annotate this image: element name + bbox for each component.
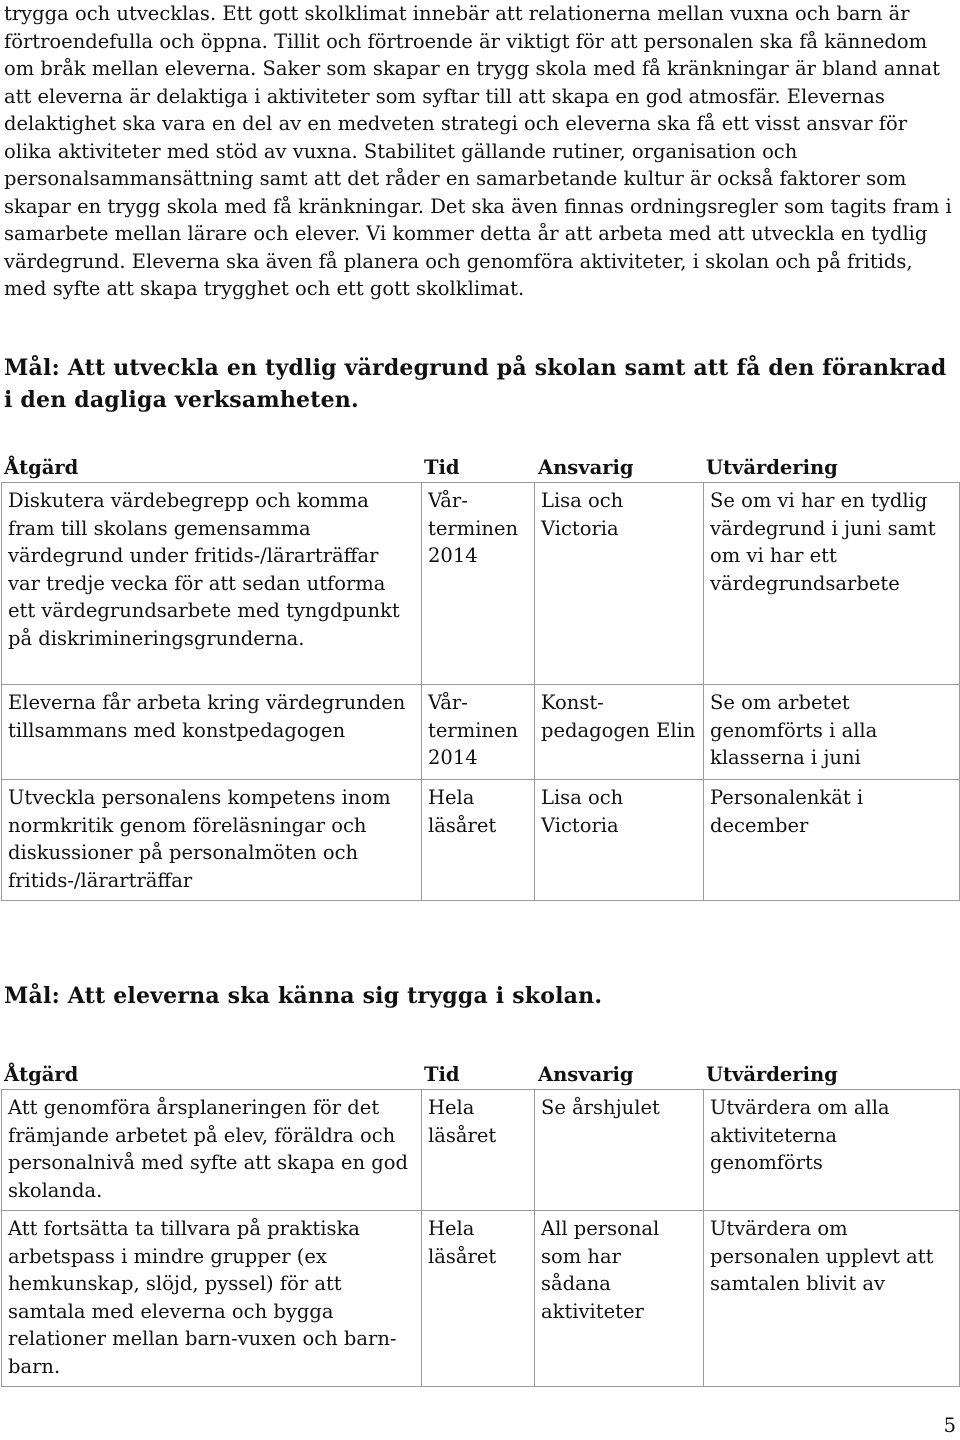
column-header-tid: Tid bbox=[424, 456, 460, 479]
action-table-1 bbox=[1, 482, 960, 901]
cell-utvardering: Utvärdera om alla aktiviteterna genomförts bbox=[704, 1090, 960, 1211]
cell-atgard: Att genomföra årsplaneringen för det främjande arbetet på elev, föräldra och personalnivå med syfte att skapa en god skolanda. bbox=[2, 1090, 422, 1211]
column-header-ansvarig: Ansvarig bbox=[538, 456, 634, 479]
cell-ansvarig: All personal som har sådana aktiviteter bbox=[535, 1211, 704, 1387]
cell-atgard: Att fortsätta ta tillvara på praktiska arbetspass i mindre grupper (ex hemkunskap, slöjd, pyssel) för att samtala med eleverna och bygga relationer mellan barn-vuxen och barn-barn. bbox=[2, 1211, 422, 1387]
cell-atgard: Utveckla personalens kompetens inom normkritik genom föreläsningar och diskussioner på personalmöten och fritids-/lärarträffar bbox=[2, 780, 422, 901]
cell-tid: Hela läsåret bbox=[422, 780, 535, 901]
table-row bbox=[2, 1090, 960, 1211]
cell-utvardering: Personalenkät i december bbox=[704, 780, 960, 901]
cell-utvardering: Se om vi har en tydlig värdegrund i juni samt om vi har ett värdegrundsarbete bbox=[704, 483, 960, 685]
cell-tid: Hela läsåret bbox=[422, 1211, 535, 1387]
column-header-utvardering: Utvärdering bbox=[706, 456, 838, 479]
column-header-ansvarig: Ansvarig bbox=[538, 1063, 634, 1086]
cell-tid: Vår-terminen 2014 bbox=[422, 685, 535, 780]
goal-heading-1: Mål: Att utveckla en tydlig värdegrund på skolan samt att få den förankrad i den dagliga verksamheten. bbox=[4, 355, 947, 413]
cell-ansvarig: Lisa och Victoria bbox=[535, 780, 704, 901]
cell-tid: Hela läsåret bbox=[422, 1090, 535, 1211]
cell-utvardering: Utvärdera om personalen upplevt att samtalen blivit av bbox=[704, 1211, 960, 1387]
cell-ansvarig: Se årshjulet bbox=[535, 1090, 704, 1211]
column-header-atgard: Åtgärd bbox=[4, 456, 79, 479]
table-row bbox=[2, 780, 960, 901]
cell-ansvarig: Lisa och Victoria bbox=[535, 483, 704, 685]
intro-paragraph: trygga och utvecklas. Ett gott skolklimat innebär att relationerna mellan vuxna och barn är förtroendefulla och öppna. Tillit och förtroende är viktigt för att personalen ska få kännedom om bråk mellan eleverna. Saker som skapar en trygg skola med få kränkningar är bland annat att eleverna är delaktiga i aktiviteter som syftar till att skapa en god atmosfär. Elevernas delaktighet ska vara en del av en medveten strategi och eleverna ska få ett visst ansvar för olika aktiviteter med stöd av vuxna. Stabilitet gällande rutiner, organisation och personalsammansättning samt att det råder en samarbetande kultur är också faktorer som skapar en trygg skola med få kränkningar. Det ska även finnas ordningsregler som tagits fram i samarbete mellan lärare och elever. Vi kommer detta år att arbeta med att utveckla en tydlig värdegrund. Eleverna ska även få planera och genomföra aktiviteter, i skolan och på fritids, med syfte att skapa trygghet och ett gott skolklimat. bbox=[4, 2, 952, 300]
goal-heading-2: Mål: Att eleverna ska känna sig trygga i skolan. bbox=[4, 983, 603, 1009]
cell-tid: Vår-terminen 2014 bbox=[422, 483, 535, 685]
cell-atgard: Eleverna får arbeta kring värdegrunden tillsammans med konstpedagogen bbox=[2, 685, 422, 780]
table-row bbox=[2, 685, 960, 780]
cell-atgard: Diskutera värdebegrepp och komma fram till skolans gemensamma värdegrund under fritids-/lärarträffar var tredje vecka för att sedan utforma ett värdegrundsarbete med tyngdpunkt på diskrimineringsgrunderna. bbox=[2, 483, 422, 685]
column-header-atgard: Åtgärd bbox=[4, 1063, 79, 1086]
column-header-tid: Tid bbox=[424, 1063, 460, 1086]
cell-ansvarig: Konst-pedagogen Elin bbox=[535, 685, 704, 780]
page-number: 5 bbox=[943, 1414, 956, 1437]
table-row bbox=[2, 483, 960, 685]
cell-utvardering: Se om arbetet genomförts i alla klasserna i juni bbox=[704, 685, 960, 780]
action-table-2 bbox=[1, 1089, 960, 1387]
table-row bbox=[2, 1211, 960, 1387]
column-header-utvardering: Utvärdering bbox=[706, 1063, 838, 1086]
